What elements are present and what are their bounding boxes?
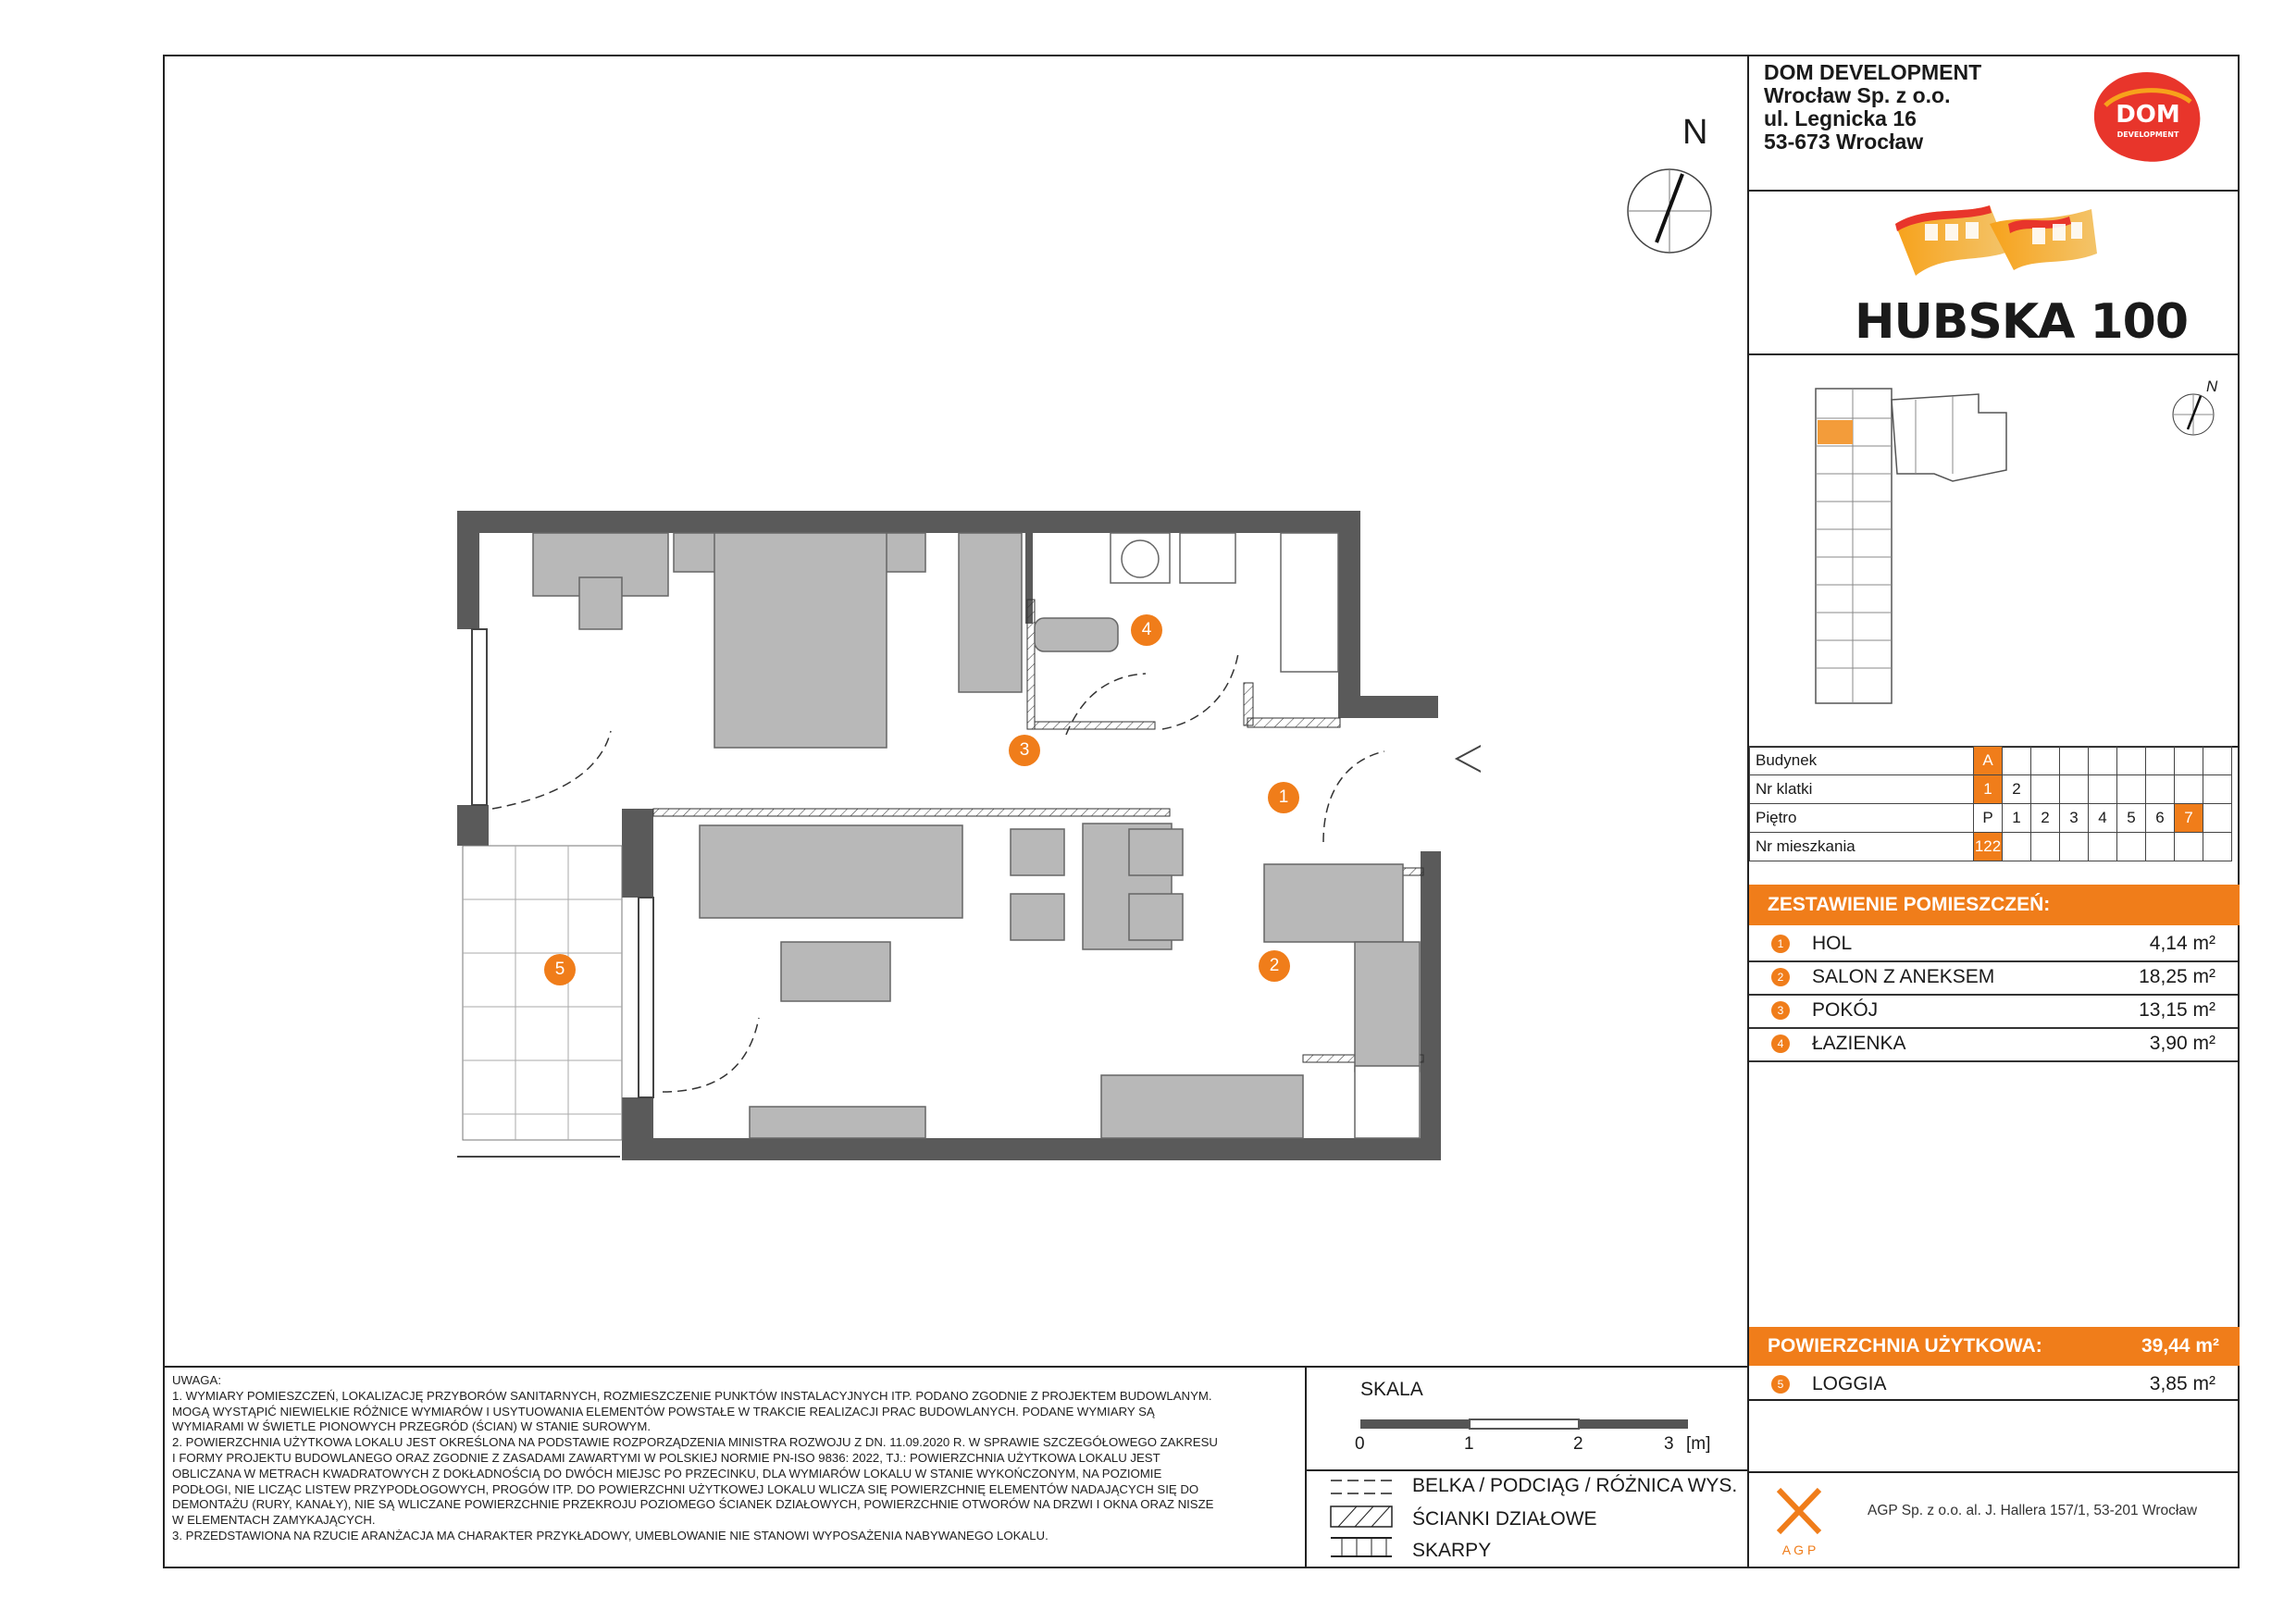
- info-cell: [2060, 833, 2089, 861]
- tb-line-5: [1747, 1471, 2240, 1473]
- info-cell: [2203, 747, 2232, 775]
- legend-icons: [1329, 1477, 1394, 1560]
- room-row: [1749, 1027, 2238, 1062]
- info-cell: 4: [2089, 804, 2117, 833]
- logo-text-development: DEVELOPMENT: [2116, 130, 2179, 139]
- agp-logo: [1773, 1486, 1829, 1560]
- info-cell: [2203, 804, 2232, 833]
- note-line: W ELEMENTACH ZAMYKAJĄCYCH.: [172, 1513, 376, 1528]
- note-line: 3. PRZEDSTAWIONA NA RZUCIE ARANŻACJA MA CHARAKTER PRZYKŁADOWY, UMEBLOWANIE NIE STANOWI WYPOSAŻENIA NABYWANEGO LOKALU.: [172, 1528, 1049, 1542]
- info-cell: P: [1974, 804, 2003, 833]
- info-cell: [2146, 747, 2175, 775]
- info-cell: 2: [2031, 804, 2060, 833]
- legend-beam: BELKA / PODCIĄG / RÓŻNICA WYS.: [1412, 1475, 1738, 1496]
- company-line-4: 53-673 Wrocław: [1764, 130, 1924, 154]
- info-cell: 5: [2117, 804, 2146, 833]
- scale-title: SKALA: [1360, 1379, 1423, 1400]
- dashed-line-icon: [1331, 1481, 1392, 1493]
- marker-pokoj: 3: [1009, 735, 1040, 766]
- usable-area-label: POWIERZCHNIA UŻYTKOWA:: [1768, 1335, 2042, 1357]
- room-num: 3: [1771, 1001, 1790, 1020]
- agp-logo-letters: A G P: [1781, 1542, 1817, 1557]
- note-line: MOGĄ WYSTĄPIĆ NIEWIELKIE RÓŻNICE WYMIARÓW I USYTUOWANIA ELEMENTÓW POWSTAŁE W TRAKCIE REALIZACJI PRAC BUDOWLANYCH. PODANE WYMIARY SĄ: [172, 1404, 1155, 1419]
- rooms-header: ZESTAWIENIE POMIESZCZEŃ:: [1749, 885, 2240, 925]
- marker-loggia: 5: [544, 954, 576, 985]
- project-title: HUBSKA 100: [1855, 294, 2189, 350]
- north-label: N: [1682, 113, 1708, 152]
- info-cell: 6: [2146, 804, 2175, 833]
- legend-reveals: SKARPY: [1412, 1540, 1492, 1561]
- note-line: WYMIARAMI W ŚWIETLE PIONOWYCH PRZEGRÓD (ŚCIAN) W STANIE SUROWYM.: [172, 1419, 652, 1434]
- note-line: PODŁOGI, NIE LICZĄC LISTEW PRZYPODŁOGOWYCH, PROGÓW ITP. DO POWIERZCHNI UŻYTKOWEJ LOKALU WLICZA SIĘ POWIERZCHNIĘ ELEMENTÓW NADAJĄCYCH SIĘ DO: [172, 1481, 1199, 1496]
- info-cell: [2031, 775, 2060, 804]
- north-compass-icon: [1625, 167, 1714, 255]
- hatch-icon: [1331, 1506, 1392, 1527]
- unit-info-table: [1749, 746, 2232, 861]
- room-area: 18,25 m²: [2139, 966, 2215, 987]
- tb-line-2: [1747, 353, 2240, 355]
- note-line: 1. WYMIARY POMIESZCZEŃ, LOKALIZACJĘ PRZYBORÓW SANITARNYCH, ROZMIESZCZENIE PUNKTÓW INSTALACYJNYCH ITP. PODANO ZGODNIE Z PROJEKTEM BUDOWLANYM.: [172, 1388, 1212, 1403]
- room-num: 2: [1771, 968, 1790, 986]
- scale-tick-3: 3: [1664, 1434, 1674, 1454]
- room-area: 3,90 m²: [2149, 1033, 2215, 1054]
- info-cell: 7: [2175, 804, 2203, 833]
- info-cell: 122: [1974, 833, 2003, 861]
- usable-area-value: 39,44 m²: [2141, 1335, 2219, 1357]
- room-name: SALON Z ANEKSEM: [1812, 966, 1995, 987]
- scale-divider: [1305, 1366, 1307, 1568]
- company-line-3: ul. Legnicka 16: [1764, 106, 1917, 130]
- info-row: [1750, 833, 2232, 861]
- room-num: 1: [1771, 935, 1790, 953]
- marker-lazienka: 4: [1131, 614, 1162, 646]
- room-area: 13,15 m²: [2139, 999, 2215, 1021]
- room-row: [1749, 960, 2238, 996]
- note-line: I FORMY PROJEKTU BUDOWLANEGO ORAZ ZGODNIE Z ZASADAMI ZAWARTYMI W POLSKIEJ NORMIE PN-ISO 9836: 2022, TJ.: POWIERZCHNIA UŻYTKOWA LOKALU JEST: [172, 1450, 1160, 1465]
- info-cell: A: [1974, 747, 2003, 775]
- building-key-plan: [1805, 381, 2082, 724]
- info-row: [1750, 775, 2232, 804]
- info-cell: [2203, 775, 2232, 804]
- info-cell: [2175, 747, 2203, 775]
- info-cell: [2031, 747, 2060, 775]
- info-cell: 1: [1974, 775, 2003, 804]
- note-line: DEMONTAŻU (RURY, KANAŁY), NIE SĄ WLICZANE POWIERZCHNIE PRZEKROJU POZIOMEGO ŚCIANEK DZIAŁOWYCH, POWIERZCHNIE OTWORÓW NA DRZWI I OKNA ORAZ NISZE: [172, 1497, 1214, 1512]
- marker-hol: 1: [1268, 782, 1299, 813]
- scale-tick-0: 0: [1355, 1434, 1365, 1454]
- company-name: DOM DEVELOPMENT: [1764, 60, 1982, 84]
- info-cell: [2089, 833, 2117, 861]
- info-cell: [2203, 833, 2232, 861]
- company-line-2: Wrocław Sp. z o.o.: [1764, 83, 1951, 107]
- room-num: 4: [1771, 1035, 1790, 1053]
- info-row-label: Nr mieszkania: [1750, 833, 1974, 861]
- info-row-label: Piętro: [1750, 804, 1974, 833]
- film-strip-logo: [1888, 196, 2110, 289]
- ladder-icon: [1331, 1538, 1392, 1556]
- room-name: ŁAZIENKA: [1812, 1033, 1906, 1054]
- note-line: OBLICZANA W METRACH KWADRATOWYCH Z DOKŁADNOŚCIĄ DO DWÓCH MIEJSC PO PRZECINKU, DLA WYMIARÓW LOKALU W STANIE WYKOŃCZONYM, NA POZIOMIE: [172, 1466, 1162, 1481]
- info-cell: [2117, 775, 2146, 804]
- scale-tick-2: 2: [1573, 1434, 1583, 1454]
- room-name: HOL: [1812, 933, 1853, 954]
- loggia: [463, 846, 622, 1140]
- loggia-area: 3,85 m²: [2149, 1373, 2215, 1394]
- legend-divider: [1305, 1469, 1749, 1471]
- info-row-label: Budynek: [1750, 747, 1974, 775]
- room-row: [1749, 927, 2238, 962]
- logo-text-dom: DOM: [2116, 101, 2180, 129]
- info-cell: 2: [2003, 775, 2031, 804]
- info-cell: 1: [2003, 804, 2031, 833]
- mini-compass-icon: [2171, 392, 2215, 437]
- info-cell: [2003, 747, 2031, 775]
- usable-area-bar: [1749, 1327, 2240, 1366]
- marker-salon: 2: [1259, 950, 1290, 982]
- info-cell: [2175, 775, 2203, 804]
- mini-north-label: N: [2206, 378, 2218, 395]
- dom-development-logo: [2087, 68, 2207, 167]
- info-cell: 3: [2060, 804, 2089, 833]
- room-row: [1749, 994, 2238, 1029]
- info-cell: [2146, 833, 2175, 861]
- notes-block: [172, 1373, 1297, 1544]
- floor-plan: [444, 500, 1481, 1184]
- loggia-name: LOGGIA: [1812, 1373, 1887, 1394]
- scale-tick-1: 1: [1464, 1434, 1474, 1454]
- info-row: [1750, 747, 2232, 775]
- info-cell: [2031, 833, 2060, 861]
- legend-partitions: ŚCIANKI DZIAŁOWE: [1412, 1508, 1597, 1530]
- scale-unit: [m]: [1686, 1434, 1711, 1454]
- room-area: 4,14 m²: [2149, 933, 2215, 954]
- info-cell: [2089, 775, 2117, 804]
- tb-line-1: [1747, 190, 2240, 192]
- notes-divider: [163, 1366, 1749, 1368]
- info-cell: [2089, 747, 2117, 775]
- notes-title: UWAGA:: [172, 1373, 221, 1387]
- info-cell: [2060, 775, 2089, 804]
- note-line: 2. POWIERZCHNIA UŻYTKOWA LOKALU JEST OKREŚLONA NA PODSTAWIE ROZPORZĄDZENIA MINISTRA ROZWOJU Z DN. 11.09.2020 R. W SPRAWIE SZCZEGÓŁOWEGO ZAKRESU: [172, 1435, 1218, 1450]
- room-name: POKÓJ: [1812, 999, 1879, 1021]
- info-cell: [2003, 833, 2031, 861]
- info-row-label: Nr klatki: [1750, 775, 1974, 804]
- info-cell: [2060, 747, 2089, 775]
- info-cell: [2146, 775, 2175, 804]
- furniture: [533, 533, 1420, 1138]
- loggia-number: 5: [1771, 1375, 1790, 1394]
- agp-address: AGP Sp. z o.o. al. J. Hallera 157/1, 53-201 Wrocław: [1868, 1503, 2198, 1518]
- info-cell: [2117, 747, 2146, 775]
- loggia-row: [1749, 1368, 2238, 1401]
- info-cell: [2117, 833, 2146, 861]
- scale-bar: [1351, 1412, 1703, 1458]
- company-address: [1764, 61, 1981, 154]
- info-row: [1750, 804, 2232, 833]
- info-cell: [2175, 833, 2203, 861]
